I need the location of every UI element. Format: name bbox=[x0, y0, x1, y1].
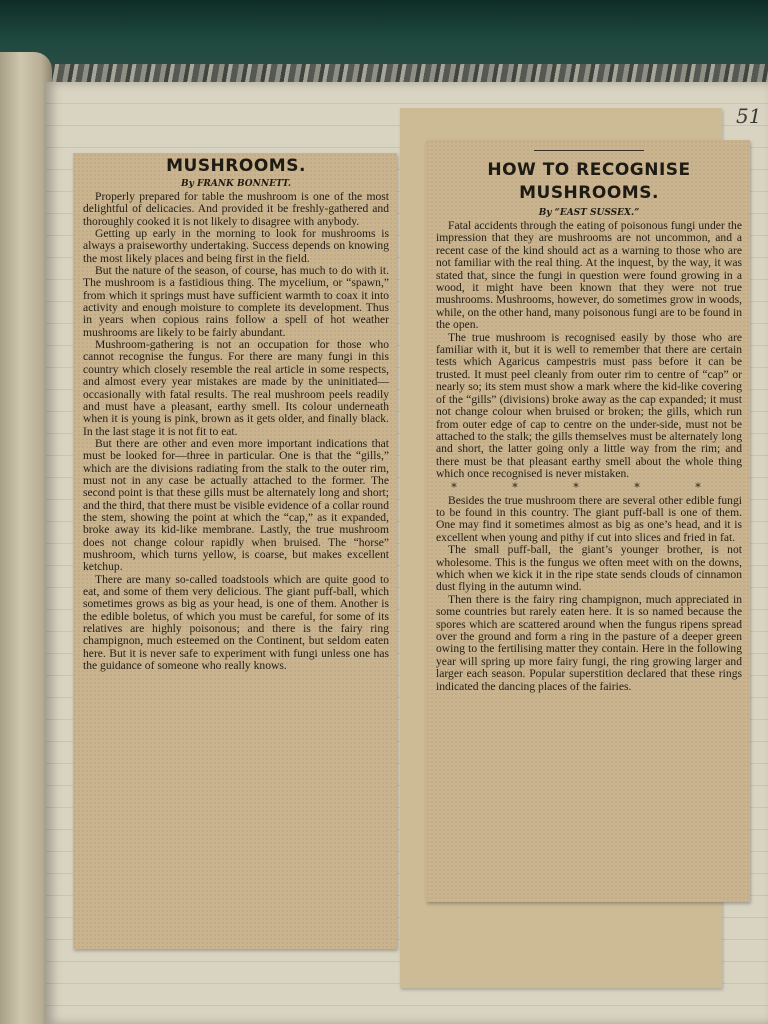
article-paragraph: Then there is the fairy ring champignon, much appreciated in some countries but rarely eaten here. It is so named because the spores which are scattered around when the fungus ripens spread over the ground and form a ring in the pasture of a deeper green owing to the fertilising matter they contain. Here in the following year will spring up more fairy fungi, the ring growing larger and larger each season. Popular superstition declared that these rings indicated the dancing places of the fairies. bbox=[436, 592, 742, 693]
article-paragraph: But the nature of the season, of course, has much to do with it. The mushroom is a fastidious thing. The mycelium, or “spawn,” from which it springs must have sufficient warmth to coax it into activity and enough moisture to complete its development. Thus in years when copious rains follow a spell of hot weather mushrooms are likely to be fairly abundant. bbox=[83, 264, 389, 339]
article-paragraph: There are many so-called toadstools which are quite good to eat, and some of them very delicious. The giant puff-ball, which sometimes grows as big as your head, is one of them. Another is the edible boletus, of which you must be careful, for some of its relatives are highly poisonous; and there is the fairy ring champignon, much esteemed on the Continent, but seldom eaten here. But it is never safe to experiment with fungi unless one has the guidance of someone who really knows. bbox=[83, 572, 389, 673]
article-paragraph: Besides the true mushroom there are several other edible fungi to be found in this country. The giant puff-ball is one of them. One may find it sometimes almost as big as one’s head, and it is excellent when young and pithy if cut into slices and fried in fat. bbox=[436, 493, 742, 544]
article-paragraph: The small puff-ball, the giant’s younger brother, is not wholesome. This is the fungus we often meet with on the downs, which when we kick it in the ripe state sends clouds of cinnamon dust flying in the autumn wind. bbox=[436, 543, 742, 594]
article-title: MUSHROOMS. bbox=[166, 156, 306, 176]
book-page-edges bbox=[0, 52, 52, 1024]
clipping-how-to-recognise bbox=[426, 140, 750, 902]
page-number: 51 bbox=[736, 104, 762, 128]
section-divider: * * * * * bbox=[451, 480, 727, 494]
article-byline: By FRANK BONNETT. bbox=[181, 179, 291, 189]
title-rule bbox=[534, 150, 644, 151]
article-paragraph: Fatal accidents through the eating of poisonous fungi under the impression that they are mushrooms are not uncommon, and a recent case of the kind should act as a warning to those who are not familiar with the real thing. At the inquest, by the way, it was stated that, since the fungi in question were found growing in a wood, it might have been known that they were not true mushrooms. Mushrooms, however, do sometimes grow in woods, while, on the other hand, many poisonous fungi are to be found in the open. bbox=[436, 219, 742, 332]
article-byline: By “EAST SUSSEX.” bbox=[538, 208, 640, 218]
clipping-mushrooms bbox=[73, 153, 397, 949]
article-paragraph: The true mushroom is recognised easily by those who are familiar with it, but it is well to remember that there are certain tests which Agaricus campestris must pass before it can be trusted. It must peel cleanly from outer rim to centre of “cap” or nearly so; its stem must show a mark where the kid-like covering of the “gills” (divisions) broke away as the cap expanded; it must not change colour when bruised or broken; the gills, which run from outer edge of cap to centre on the under-side, must not be attached to the stalk; the gills themselves must be alternately long and short, the latter going only a little way from the rim; and there must be that pleasant earthy smell about the whole thing which once recognised is never mistaken. bbox=[436, 330, 742, 481]
article-title: HOW TO RECOGNISE MUSHROOMS. bbox=[487, 160, 691, 203]
article-paragraph: Properly prepared for table the mushroom is one of the most delightful of delicacies. And provided it be freshly-gathered and thoroughly cooked it is not likely to disagree with anybody. bbox=[83, 190, 389, 228]
article-paragraph: Getting up early in the morning to look for mushrooms is always a praiseworthy undertaking. Success depends on knowing the most likely places and being first in the field. bbox=[83, 227, 389, 265]
article-paragraph: But there are other and even more important indications that must be looked for—three in particular. One is that the “gills,” which are the divisions radiating from the stalk to the outer rim, must not in any case be actually attached to the former. The second point is that these gills must be alternately long and short; and the third, that there must be visible evidence of a collar round the stem, showing the point at which the “cap,” as it expanded, broke away its kid-like membrane. Lastly, the true mushroom does not change colour rapidly when bruised. The “horse” mushroom, which turns yellow, is coarse, but makes excellent ketchup. bbox=[83, 436, 389, 574]
green-felt-background bbox=[0, 0, 768, 70]
article-paragraph: Mushroom-gathering is not an occupation for those who cannot recognise the fungus. For there are many fungi in this country which closely resemble the real article in some respects, and almost every year mistakes are made by the uninitiated—occasionally with fatal results. The real mushroom peels readily and must have a pleasant, earthy smell. Its colour underneath when it is young is pink, brown as it gets older, and finally black. In the last stage it is not fit to eat. bbox=[83, 338, 389, 438]
